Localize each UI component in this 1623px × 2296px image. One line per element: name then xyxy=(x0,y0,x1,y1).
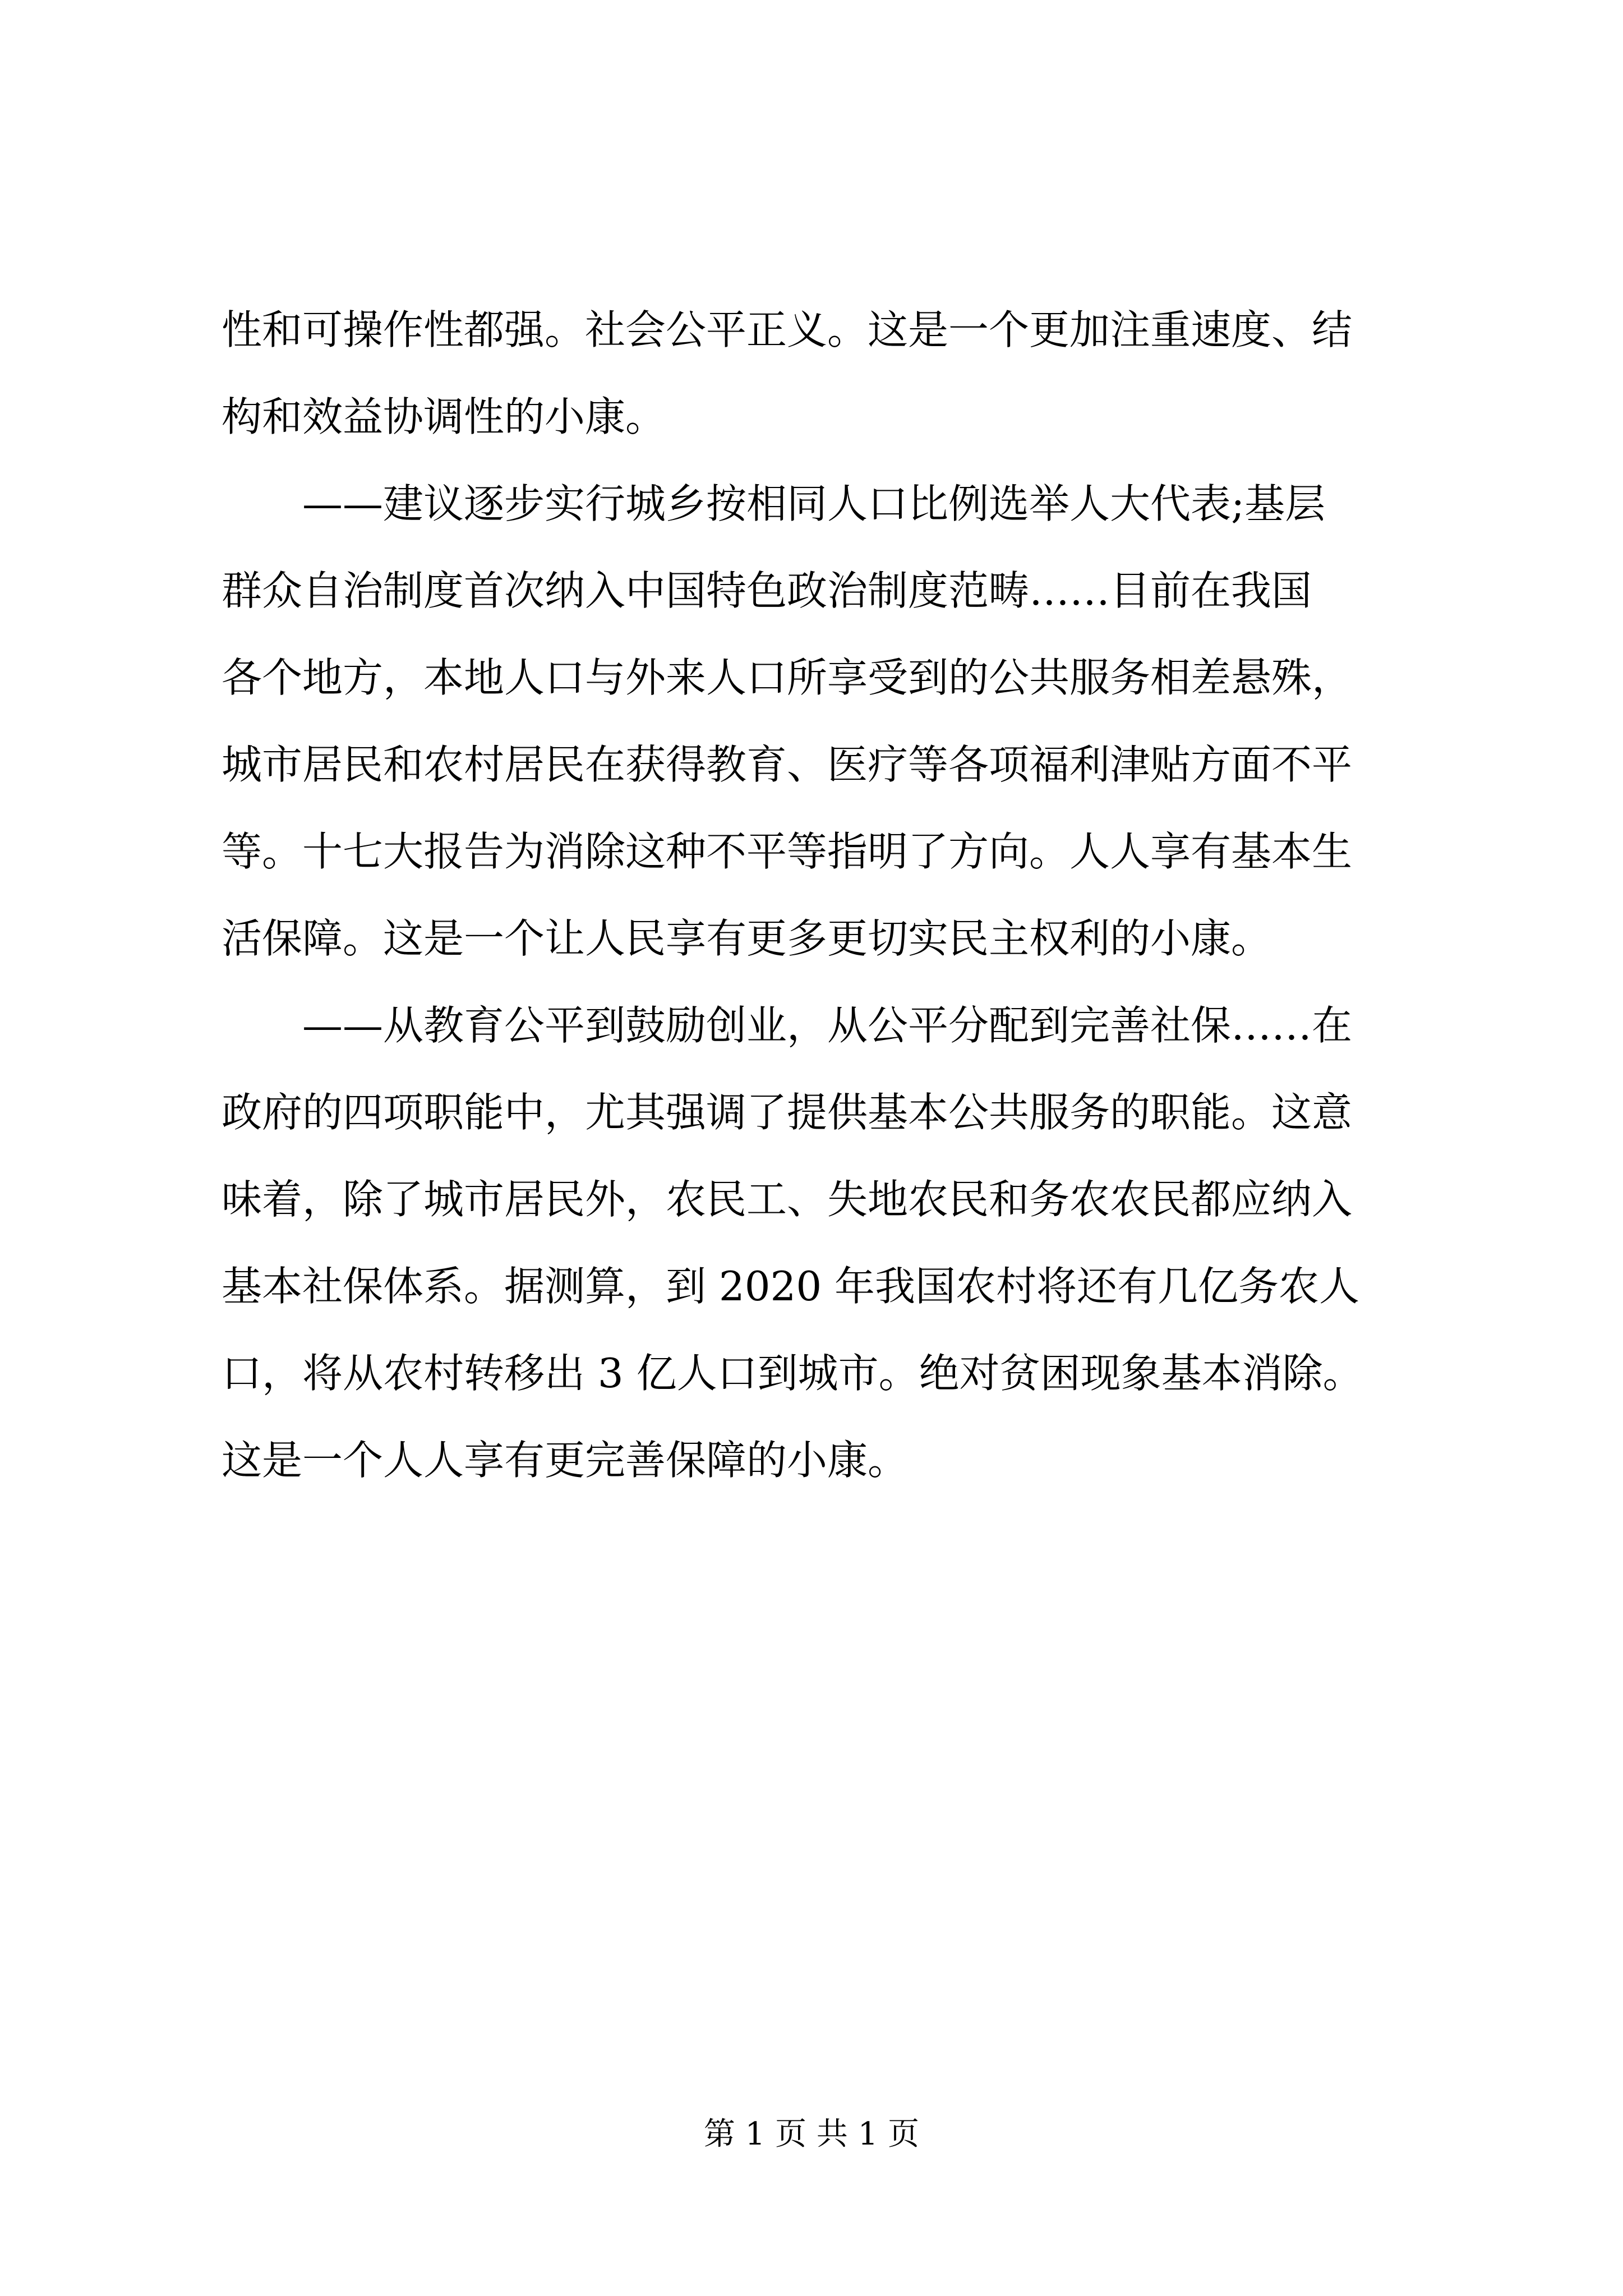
text-line: 口，将从农村转移出 3 亿人口到城市。绝对贫困现象基本消除。 xyxy=(222,1350,1363,1397)
text-line: ——建议逐步实行城乡按相同人口比例选举人大代表;基层 xyxy=(302,480,1326,527)
text-line: 味着，除了城市居民外，农民工、失地农民和务农农民都应纳入 xyxy=(222,1176,1353,1223)
text-line: 这是一个人人享有更完善保障的小康。 xyxy=(222,1437,909,1484)
text-line: 构和效益协调性的小康。 xyxy=(222,393,666,440)
text-line: 活保障。这是一个让人民享有更多更切实民主权利的小康。 xyxy=(222,915,1272,962)
page-footer: 第 1 页 共 1 页 xyxy=(703,2116,920,2152)
text-line: 各个地方，本地人口与外来人口所享受到的公共服务相差悬殊， xyxy=(222,654,1353,701)
text-line: 政府的四项职能中，尤其强调了提供基本公共服务的职能。这意 xyxy=(222,1089,1353,1136)
text-line: 群众自治制度首次纳入中国特色政治制度范畴……目前在我国 xyxy=(222,567,1312,614)
text-line: 基本社保体系。据测算，到 2020 年我国农村将还有几亿务农人 xyxy=(222,1263,1360,1310)
text-line: 等。十七大报告为消除这种不平等指明了方向。人人享有基本生 xyxy=(222,828,1353,875)
text-line: ——从教育公平到鼓励创业，从公平分配到完善社保……在 xyxy=(302,1002,1353,1049)
text-line: 城市居民和农村居民在获得教育、医疗等各项福利津贴方面不平 xyxy=(222,741,1353,788)
text-line: 性和可操作性都强。社会公平正义。这是一个更加注重速度、结 xyxy=(222,306,1353,353)
